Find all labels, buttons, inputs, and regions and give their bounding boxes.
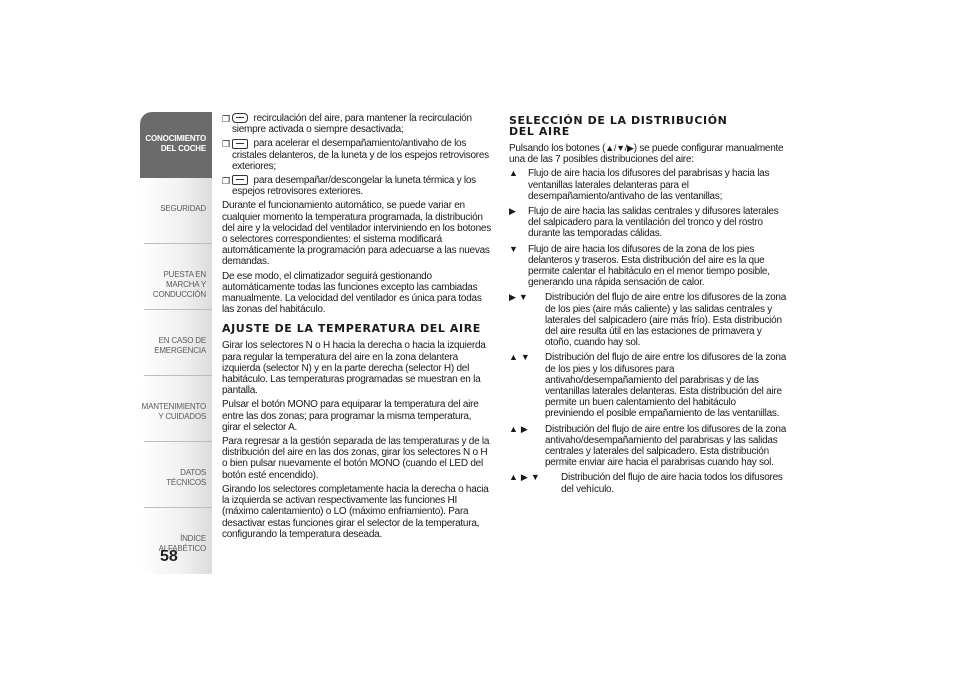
- paragraph: De ese modo, el climatizador seguirá gestionando automáticamente todas las funciones excepto las cambiadas manualmente. La velocidad del ventilador es única para todas las zonas del habitáculo.: [222, 270, 482, 316]
- left-column: [222, 113, 492, 543]
- checkbox-bullet-icon: ❒: [222, 176, 230, 187]
- entry-text: Distribución del flujo de aire entre los difusores de la zona antivaho/desempañamiento del parabrisas y las salidas centrales y laterales del salpicadero. Esta distribución permite enviar aire hacia el parabrisas cuando hay sol.: [545, 423, 787, 469]
- tab-datos-tecnicos[interactable]: [140, 442, 212, 508]
- tab-conocimiento-del-coche[interactable]: [140, 112, 212, 178]
- intro-text: Pulsando los botones (: [509, 143, 606, 154]
- windshield-feet-flow-icon: ▲▼: [509, 352, 533, 363]
- checkbox-bullet-icon: ❒: [222, 139, 230, 150]
- tab-label: MANTENIMIENTO Y CUIDADOS: [141, 402, 206, 421]
- tab-label: DATOS TÉCNICOS: [166, 468, 206, 487]
- paragraph: Durante el funcionamiento automático, se puede variar en cualquier momento la temperatura programada, la distribución del aire y la velocidad del ventilador interviniendo en los botones o selectores correspondientes: el sistema modificará automáticamente la programación para adecuarse a las nuevas demandas.: [222, 200, 491, 268]
- distribution-buttons-icon: ▲/▼/▶: [605, 143, 634, 153]
- page-number: 58: [160, 548, 178, 565]
- rear-window-defrost-icon: [232, 175, 248, 185]
- checkbox-bullet-icon: ❒: [222, 114, 230, 124]
- face-feet-flow-icon: ▶▼: [509, 292, 531, 303]
- heading-line: SELECCIÓN DE LA DISTRIBUCIÓN: [509, 114, 728, 127]
- list-item: [222, 175, 492, 197]
- section-heading: AJUSTE DE LA TEMPERATURA DEL AIRE: [222, 322, 481, 336]
- list-item: [509, 206, 787, 240]
- tab-label: ÍNDICE ALFABÉTICO: [158, 534, 206, 553]
- paragraph: Girar los selectores N o H hacia la derecha o hacia la izquierda para regular la temperatura del aire en la zona delantera izquierda (selector N) y en la parte derecha (selector H) del habitáculo. Las temperaturas programadas se muestran en la pantalla.: [222, 340, 486, 397]
- bullet-text: para desempañar/descongelar la luneta térmica y los espejos retrovisores exteriores.: [232, 175, 476, 198]
- entry-text: Distribución del flujo de aire entre los difusores de la zona de los pies y los difusores para antivaho/desempañamiento del parabrisas y de las ventanillas laterales delanteras. Esta distribución del aire permite un buen calentamiento del habitáculo previniendo el posible empañamiento de las ventanillas.: [545, 352, 787, 420]
- entry-text: Flujo de aire hacia los difusores del parabrisas y hacia las ventanillas laterales delanteras para el desempañamiento/antivaho de las ventanillas;: [528, 168, 770, 202]
- right-column: [509, 113, 787, 499]
- list-item: [222, 113, 492, 135]
- entry-text: Distribución del flujo de aire entre los difusores de la zona de los pies (aire más caliente) y las salidas centrales y laterales del salpicadero (aire más frío). Esta distribución del aire resulta útil en las estaciones de primavera y otoño, cuando hay sol.: [545, 292, 787, 349]
- tab-mantenimiento[interactable]: [140, 376, 212, 442]
- paragraph: Girando los selectores completamente hacia la derecha o hacia la izquierda se activan respectivamente las funciones HI (máximo calentamiento) o LO (máximo enfriamiento). Para desactivar estas funciones girar el selector de la temperatura, configurando la temperatura deseada.: [222, 483, 489, 540]
- paragraph: Para regresar a la gestión separada de las temperaturas y de la distribución del aire en las dos zonas, girar los selectores N o H o bien pulsar nuevamente el botón MONO (cuando el LED del botón esté encendido).: [222, 436, 490, 481]
- tab-label: PUESTA EN MARCHA Y CONDUCCIÓN: [152, 270, 206, 299]
- recirculation-icon: [232, 113, 248, 123]
- feet-flow-icon: ▼: [509, 243, 521, 254]
- tab-label: EN CASO DE EMERGENCIA: [154, 336, 206, 355]
- entry-text: Flujo de aire hacia las salidas centrales y difusores laterales del salpicadero para la ventilación del tronco y del rostro durante las temporadas cálidas.: [528, 206, 779, 240]
- list-item: [509, 352, 787, 419]
- windshield-face-flow-icon: ▲▶: [509, 423, 531, 434]
- list-item: [509, 244, 787, 289]
- intro-text: ) se puede configurar manualmente una de las 7 posibles distribuciones del aire:: [509, 143, 784, 166]
- bullet-text: para acelerar el desempañamiento/antivaho de los cristales delanteros, de la luneta y de los espejos retrovisores exteriores;: [232, 138, 489, 172]
- all-vents-flow-icon: ▲▶▼: [509, 472, 543, 483]
- list-item: [222, 138, 492, 172]
- windshield-flow-icon: ▲: [509, 168, 521, 179]
- tab-label: CONOCIMIENTO DEL COCHE: [145, 134, 206, 153]
- paragraph: Pulsar el botón MONO para equiparar la temperatura del aire entre las dos zonas; para programar la misma temperatura, girar el selector A.: [222, 399, 479, 433]
- list-item: [509, 472, 787, 494]
- list-item: [509, 168, 787, 202]
- tab-emergencia[interactable]: [140, 310, 212, 376]
- face-flow-icon: ▶: [509, 206, 519, 217]
- section-heading: [509, 115, 787, 137]
- bullet-text: recirculación del aire, para mantener la recirculación siempre activada o siempre desactivada;: [232, 113, 472, 136]
- heading-line: DEL AIRE: [509, 125, 570, 138]
- paragraph: [509, 143, 787, 165]
- tab-puesta-en-marcha[interactable]: [140, 244, 212, 310]
- windshield-defrost-icon: [232, 139, 248, 149]
- chapter-sidebar: [140, 112, 212, 574]
- list-item: [509, 292, 787, 348]
- list-item: [509, 424, 787, 469]
- tab-seguridad[interactable]: [140, 178, 212, 244]
- entry-text: Distribución del flujo de aire hacia todos los difusores del vehículo.: [561, 472, 783, 495]
- entry-text: Flujo de aire hacia los difusores de la zona de los pies delanteros y traseros. Esta distribución del aire es la que permite calentar el habitáculo en el menor tiempo posible, generando una rápida sensación de calor.: [528, 243, 770, 289]
- tab-label: SEGURIDAD: [160, 204, 206, 213]
